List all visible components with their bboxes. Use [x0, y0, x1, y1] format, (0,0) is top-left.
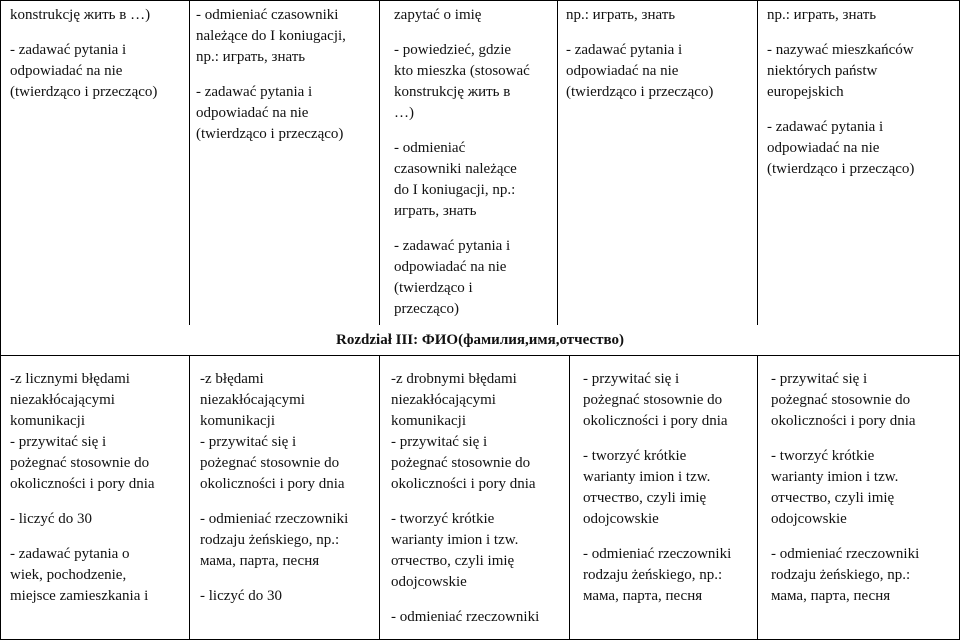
cell-text-line: rodzaju żeńskiego, np.:	[771, 567, 911, 583]
cell-paragraph	[583, 544, 755, 607]
cell-text-line: отчество, czyli imię	[391, 553, 515, 569]
cell-text-line: отчество, czyli imię	[583, 490, 707, 506]
cell-text-line: warianty imion i tzw.	[771, 469, 899, 485]
cell-text-line: czasowniki należące	[394, 161, 517, 177]
cell-text-line: pożegnać stosownie do	[200, 455, 340, 471]
cell-text-line: - przywitać się i	[200, 434, 297, 450]
cell-paragraph	[771, 544, 956, 607]
cell-text-line: np.: играть, знать	[196, 49, 306, 65]
bottom-column-divider-1	[189, 356, 190, 640]
cell-paragraph	[200, 369, 376, 495]
bottom-column-divider-2	[379, 356, 380, 640]
cell-text-line: - nazywać mieszkańców	[767, 42, 914, 58]
top-cell-3	[394, 5, 554, 320]
top-cell-1	[10, 5, 185, 103]
cell-text-line: odpowiadać na nie	[394, 259, 507, 275]
cell-text-line: - odmieniać	[394, 140, 466, 156]
cell-text-line: odojcowskie	[771, 511, 847, 527]
cell-text-line: niektórych państw	[767, 63, 878, 79]
cell-paragraph	[566, 40, 754, 103]
cell-text-line: - odmieniać rzeczowniki	[583, 546, 732, 562]
cell-text-line: - tworzyć krótkie	[391, 511, 495, 527]
cell-paragraph	[771, 369, 956, 432]
cell-paragraph	[583, 446, 755, 530]
cell-text-line: - liczyć do 30	[200, 588, 283, 604]
cell-text-line: komunikacji	[391, 413, 466, 429]
cell-text-line: - przywitać się i	[391, 434, 488, 450]
cell-text-line: komunikacji	[200, 413, 275, 429]
chapter-title: Rozdział III: ФИО(фамилия,имя,отчество)	[336, 332, 624, 348]
cell-text-line: - zadawać pytania i	[566, 42, 683, 58]
table-left-border	[0, 0, 1, 640]
cell-text-line: -z drobnymi błędami	[391, 371, 517, 387]
cell-text-line: konstrukcję жить в	[394, 84, 511, 100]
cell-paragraph	[10, 544, 185, 607]
cell-text-line: okoliczności i pory dnia	[391, 476, 536, 492]
cell-text-line: - tworzyć krótkie	[583, 448, 687, 464]
cell-text-line: играть, знать	[394, 203, 477, 219]
cell-text-line: - zadawać pytania i	[196, 84, 313, 100]
cell-text-line: - powiedzieć, gdzie	[394, 42, 512, 58]
cell-text-line: мама, парта, песня	[200, 553, 320, 569]
cell-text-line: - zadawać pytania i	[394, 238, 511, 254]
cell-text-line: konstrukcję жить в …)	[10, 7, 151, 23]
cell-text-line: np.: играть, знать	[767, 7, 877, 23]
cell-paragraph	[394, 138, 554, 222]
cell-text-line: niezakłócającymi	[391, 392, 496, 408]
cell-text-line: - odmieniać czasowniki	[196, 7, 339, 23]
cell-paragraph	[10, 40, 185, 103]
cell-text-line: odojcowskie	[583, 511, 659, 527]
cell-text-line: miejsce zamieszkania i	[10, 588, 149, 604]
table-top-border	[0, 0, 960, 1]
cell-text-line: (twierdząco i przecząco)	[566, 84, 714, 100]
cell-paragraph	[196, 5, 376, 68]
cell-paragraph	[200, 509, 376, 572]
cell-text-line: niezakłócającymi	[10, 392, 115, 408]
cell-paragraph	[771, 446, 956, 530]
cell-text-line: -z błędami	[200, 371, 264, 387]
cell-text-line: pożegnać stosownie do	[771, 392, 911, 408]
cell-text-line: niezakłócającymi	[200, 392, 305, 408]
cell-text-line: мама, парта, песня	[583, 588, 703, 604]
top-cell-2	[196, 5, 376, 145]
bottom-column-divider-3	[569, 356, 570, 640]
cell-text-line: kto mieszka (stosować	[394, 63, 530, 79]
top-column-divider-1	[189, 0, 190, 325]
cell-paragraph	[200, 586, 376, 607]
cell-text-line: отчество, czyli imię	[771, 490, 895, 506]
cell-text-line: pożegnać stosownie do	[10, 455, 150, 471]
top-cell-4	[566, 5, 754, 103]
bottom-cell-5	[771, 369, 956, 607]
cell-text-line: (twierdząco i przecząco)	[196, 126, 344, 142]
top-cell-5	[767, 5, 955, 180]
cell-paragraph	[566, 5, 754, 26]
bottom-column-divider-4	[757, 356, 758, 640]
cell-text-line: okoliczności i pory dnia	[771, 413, 916, 429]
cell-paragraph	[196, 82, 376, 145]
cell-paragraph	[394, 236, 554, 320]
cell-paragraph	[10, 369, 185, 495]
cell-text-line: мама, парта, песня	[771, 588, 891, 604]
bottom-cell-3	[391, 369, 566, 628]
cell-text-line: odpowiadać na nie	[767, 140, 880, 156]
cell-text-line: okoliczności i pory dnia	[10, 476, 155, 492]
cell-text-line: (twierdząco i przecząco)	[767, 161, 915, 177]
cell-text-line: do I koniugacji, np.:	[394, 182, 516, 198]
cell-text-line: (twierdząco i	[394, 280, 473, 296]
cell-text-line: rodzaju żeńskiego, np.:	[200, 532, 340, 548]
cell-paragraph	[767, 40, 955, 103]
bottom-cell-4	[583, 369, 755, 607]
cell-text-line: odpowiadać na nie	[10, 63, 123, 79]
cell-text-line: okoliczności i pory dnia	[583, 413, 728, 429]
cell-text-line: - zadawać pytania o	[10, 546, 130, 562]
cell-paragraph	[767, 5, 955, 26]
cell-text-line: rodzaju żeńskiego, np.:	[583, 567, 723, 583]
cell-text-line: warianty imion i tzw.	[583, 469, 711, 485]
cell-text-line: - zadawać pytania i	[767, 119, 884, 135]
cell-paragraph	[10, 509, 185, 530]
top-column-divider-4	[757, 0, 758, 325]
cell-text-line: zapytać o imię	[394, 7, 482, 23]
cell-paragraph	[391, 607, 566, 628]
cell-text-line: - odmieniać rzeczowniki	[391, 609, 540, 625]
cell-text-line: …)	[394, 105, 414, 121]
cell-text-line: - odmieniać rzeczowniki	[200, 511, 349, 527]
bottom-cell-1	[10, 369, 185, 607]
cell-text-line: - przywitać się i	[771, 371, 868, 387]
bottom-cell-2	[200, 369, 376, 607]
cell-text-line: -z licznymi błędami	[10, 371, 130, 387]
top-column-divider-2	[379, 0, 380, 325]
cell-text-line: należące do I koniugacji,	[196, 28, 346, 44]
cell-paragraph	[391, 509, 566, 593]
cell-text-line: europejskich	[767, 84, 844, 100]
cell-text-line: - odmieniać rzeczowniki	[771, 546, 920, 562]
cell-text-line: - tworzyć krótkie	[771, 448, 875, 464]
cell-text-line: warianty imion i tzw.	[391, 532, 519, 548]
cell-text-line: - liczyć do 30	[10, 511, 93, 527]
cell-text-line: np.: играть, знать	[566, 7, 676, 23]
cell-text-line: (twierdząco i przecząco)	[10, 84, 158, 100]
cell-paragraph	[10, 5, 185, 26]
chapter-separator-line	[0, 355, 960, 356]
cell-text-line: odpowiadać na nie	[566, 63, 679, 79]
cell-text-line: odpowiadać na nie	[196, 105, 309, 121]
cell-text-line: pożegnać stosownie do	[583, 392, 723, 408]
cell-paragraph	[391, 369, 566, 495]
cell-paragraph	[394, 40, 554, 124]
cell-text-line: - przywitać się i	[583, 371, 680, 387]
cell-text-line: przecząco)	[394, 301, 459, 317]
top-column-divider-3	[557, 0, 558, 325]
cell-paragraph	[583, 369, 755, 432]
cell-text-line: okoliczności i pory dnia	[200, 476, 345, 492]
cell-text-line: komunikacji	[10, 413, 85, 429]
cell-paragraph	[394, 5, 554, 26]
cell-text-line: - zadawać pytania i	[10, 42, 127, 58]
cell-paragraph	[767, 117, 955, 180]
cell-text-line: - przywitać się i	[10, 434, 107, 450]
cell-text-line: odojcowskie	[391, 574, 467, 590]
cell-text-line: wiek, pochodzenie,	[10, 567, 127, 583]
cell-text-line: pożegnać stosownie do	[391, 455, 531, 471]
